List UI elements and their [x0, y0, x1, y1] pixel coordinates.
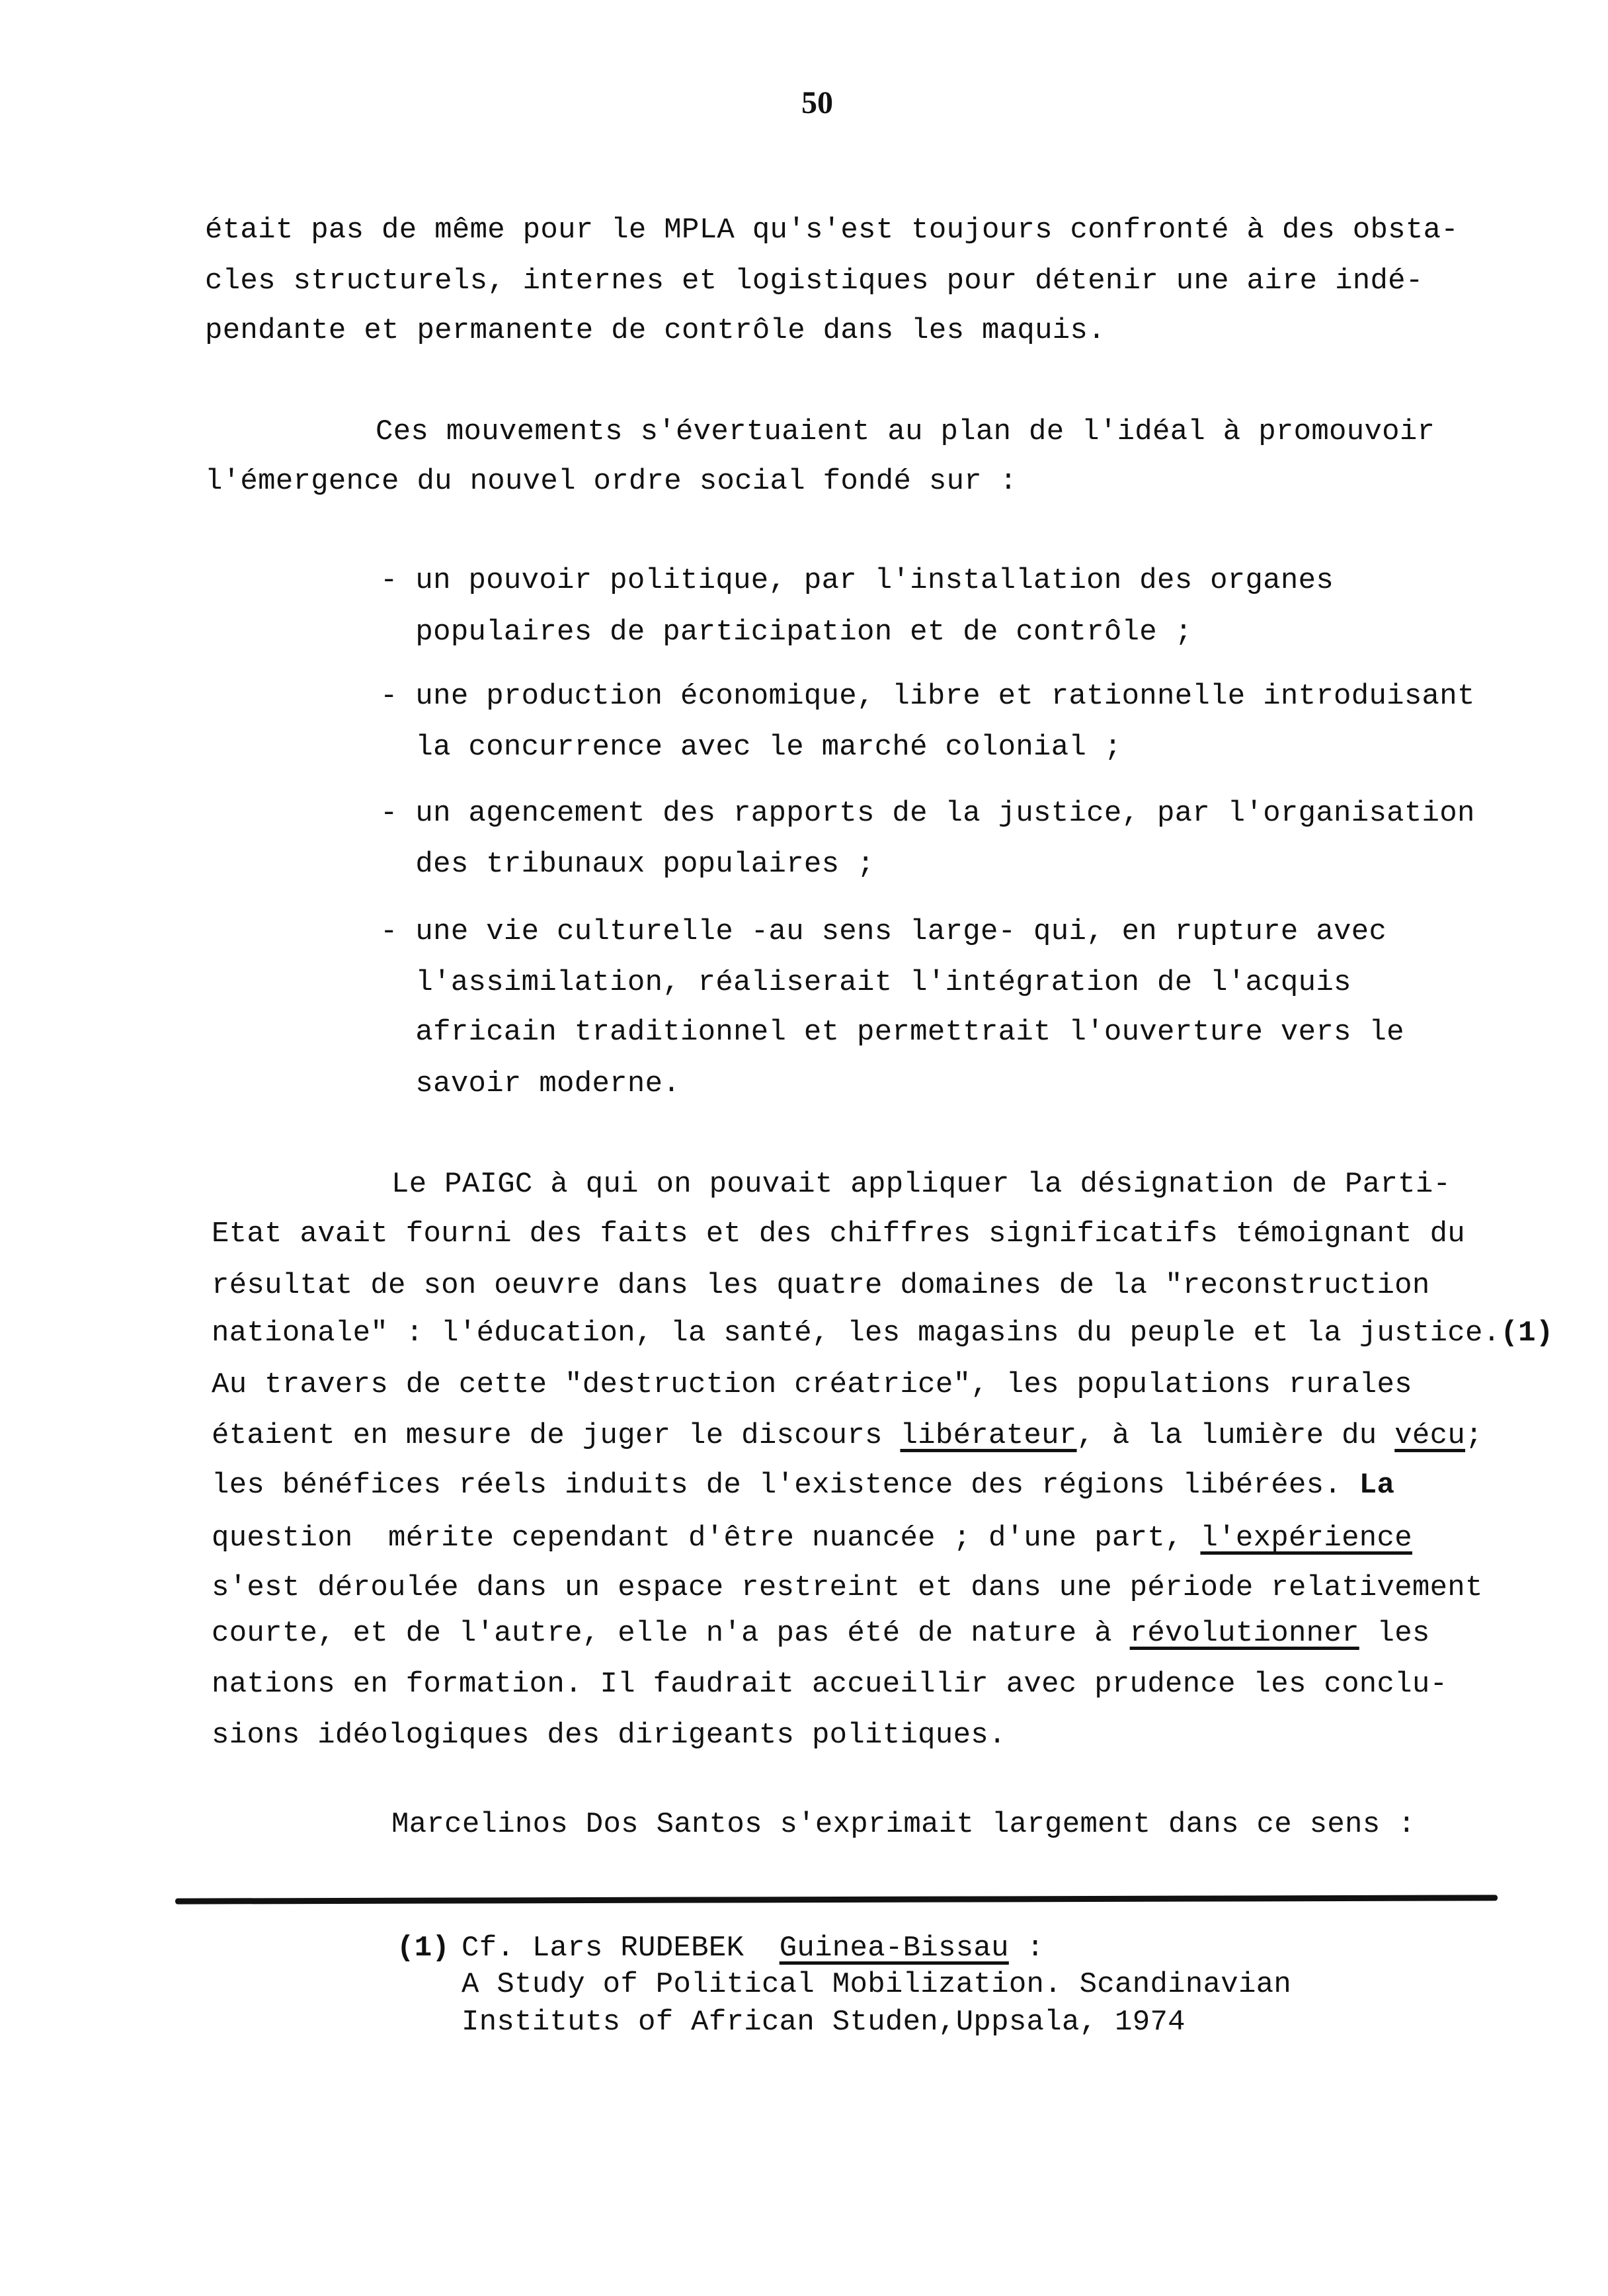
text-line [212, 1468, 1394, 1502]
text-line [212, 1418, 1483, 1453]
text-segment: sions idéologiques des dirigeants politiques. [212, 1719, 1006, 1752]
text-segment: courte, et de l'autre, elle n'a pas été de nature à [212, 1617, 1130, 1650]
text-segment: l'émergence du nouvel ordre social fondé sur : [205, 465, 1018, 498]
text-line [462, 1967, 1291, 2002]
text-segment: , à la lumière du [1076, 1419, 1395, 1452]
text-segment: étaient en mesure de juger le discours [212, 1419, 901, 1452]
text-segment: Marcelinos Dos Santos s'exprimait largement dans ce sens : [391, 1808, 1416, 1841]
page-number: 50 [801, 85, 833, 120]
text-segment: la concurrence avec le marché colonial ; [380, 731, 1122, 764]
text-segment: Ces mouvements s'évertuaient au plan de l'idéal à promouvoir [376, 415, 1435, 448]
footnote-separator-rule [175, 1895, 1498, 1904]
text-line [380, 615, 1192, 649]
text-line [391, 1167, 1451, 1202]
text-line [212, 1217, 1465, 1251]
text-line [212, 1316, 1554, 1350]
underlined-text: libérateur [900, 1419, 1077, 1452]
text-segment: question mérite cependant d'être nuancée ; d'une part, [212, 1522, 1201, 1555]
text-line [380, 730, 1122, 764]
text-segment: l'assimilation, réaliserait l'intégration de l'acquis [380, 966, 1351, 999]
text-segment: savoir moderne. [380, 1067, 680, 1100]
text-segment: A Study of Political Mobilization. Scandinavian [462, 1968, 1292, 2001]
text-line [462, 2005, 1186, 2039]
text-segment: - une vie culturelle -au sens large- qui, en rupture avec [380, 915, 1387, 948]
text-line [212, 1368, 1412, 1402]
text-line [380, 1067, 680, 1101]
text-line [212, 1571, 1483, 1605]
text-line [205, 213, 1459, 247]
text-line [212, 1616, 1430, 1651]
text-segment: Instituts of African Studen,Uppsala, 1974 [462, 2006, 1186, 2039]
text-segment: Etat avait fourni des faits et des chiffres significatifs témoignant du [212, 1217, 1466, 1250]
text-line [212, 1667, 1447, 1702]
text-line [212, 1268, 1430, 1303]
text-segment: nationale" : l'éducation, la santé, les magasins du peuple et la justice. [212, 1317, 1501, 1350]
text-segment: était pas de même pour le MPLA qu's'est toujours confronté à des obsta- [205, 214, 1459, 247]
underlined-text: vécu [1394, 1419, 1466, 1452]
text-line [380, 679, 1475, 714]
text-segment: - une production économique, libre et rationnelle introduisant [380, 680, 1475, 713]
underlined-text: révolutionner [1129, 1617, 1359, 1650]
text-segment: Au travers de cette "destruction créatrice", les populations rurales [212, 1368, 1412, 1401]
text-segment: les bénéfices réels induits de l'existence des régions libérées. [212, 1469, 1359, 1502]
text-line [205, 313, 1106, 348]
text-line [462, 1931, 1044, 1965]
text-line [212, 1718, 1006, 1752]
text-line [205, 464, 1017, 499]
text-segment: - un agencement des rapports de la justice, par l'organisation [380, 797, 1475, 830]
text-line [391, 1807, 1416, 1842]
text-segment: pendante et permanente de contrôle dans les maquis. [205, 314, 1106, 347]
text-segment: les [1359, 1617, 1430, 1650]
text-line [212, 1521, 1412, 1555]
text-segment: nations en formation. Il faudrait accueillir avec prudence les conclu- [212, 1668, 1448, 1701]
text-segment: populaires de participation et de contrôle ; [380, 616, 1193, 649]
bold-text: (1) [1500, 1317, 1554, 1350]
text-segment: des tribunaux populaires ; [380, 848, 875, 881]
text-line [376, 415, 1435, 449]
text-line [380, 1015, 1404, 1049]
text-segment: résultat de son oeuvre dans les quatre domaines de la "reconstruction [212, 1269, 1430, 1302]
text-segment: s'est déroulée dans un espace restreint et dans une période relativement [212, 1571, 1483, 1604]
underlined-text: Guinea-Bissau [779, 1932, 1009, 1965]
footnote-marker: (1) [397, 1932, 450, 1965]
text-segment: ; [1465, 1419, 1483, 1452]
text-segment: - un pouvoir politique, par l'installation des organes [380, 564, 1334, 597]
text-segment: Le PAIGC à qui on pouvait appliquer la désignation de Parti- [391, 1168, 1451, 1201]
text-line [380, 563, 1334, 598]
text-segment: : [1008, 1932, 1045, 1965]
text-segment: africain traditionnel et permettrait l'ouverture vers le [380, 1016, 1404, 1049]
text-line [380, 847, 875, 882]
text-line [205, 264, 1424, 298]
text-segment: cles structurels, internes et logistiques pour détenir une aire indé- [205, 265, 1424, 298]
underlined-text: l'expérience [1200, 1522, 1412, 1555]
text-line [380, 796, 1475, 831]
text-line [380, 915, 1387, 949]
bold-text: La [1359, 1469, 1395, 1502]
text-segment: Cf. Lars RUDEBEK [462, 1932, 780, 1965]
text-line [380, 965, 1351, 1000]
